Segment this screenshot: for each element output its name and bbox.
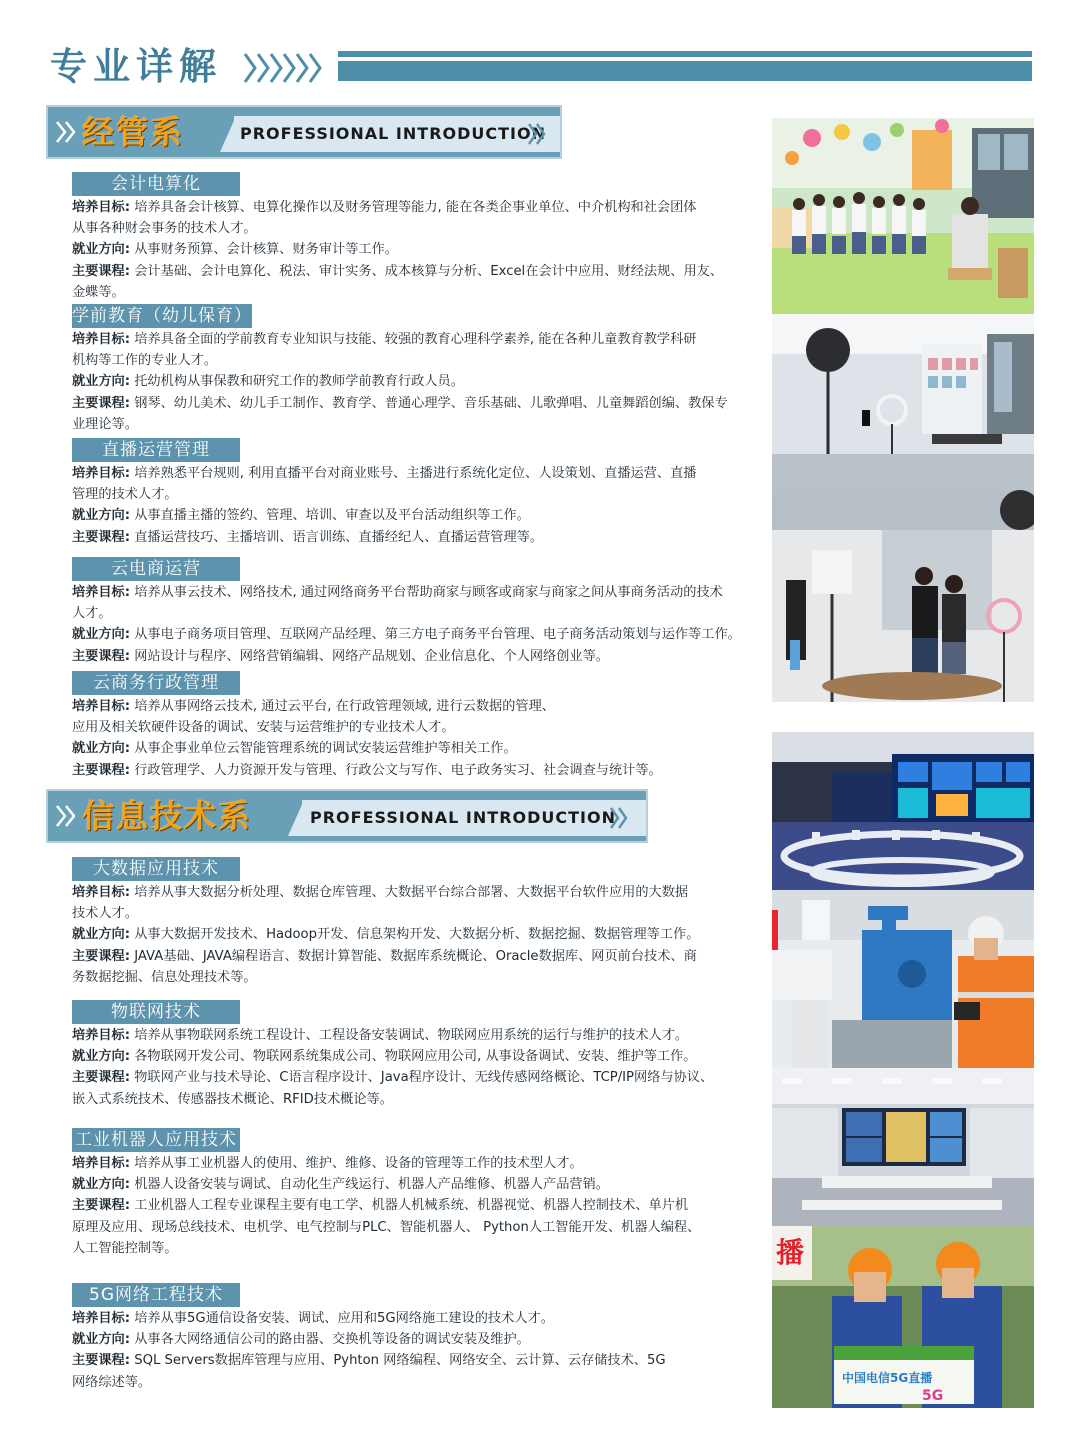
- section-cloud-ecommerce: [72, 557, 762, 667]
- text-line: 嵌入式系统技术、传感器技术概论、RFID技术概论等。: [72, 1091, 393, 1107]
- section-tag: 云电商运营: [72, 557, 240, 581]
- section-preschool: [72, 304, 762, 435]
- text-line: 业理论等。: [72, 416, 138, 432]
- text-line: 主要课程: 物联网产业与技术导论、C语言程序设计、Java程序设计、无线传感网络概论、TCP/IP网络与协议、: [72, 1070, 714, 1086]
- text-line: 主要课程: 行政管理学、人力资源开发与管理、行政公文与写作、电子政务实习、社会调查与统计等。: [72, 762, 662, 778]
- section-live-streaming: [72, 438, 762, 548]
- text-line: 就业方向: 从事大数据开发技术、Hadoop开发、信息架构开发、大数据分析、数据挖掘、数据管理等工作。: [72, 927, 700, 943]
- text-line: 主要课程: JAVA基础、JAVA编程语言、数据计算智能、数据库系统概论、Oracle数据库、网页前台技术、商: [72, 948, 697, 964]
- double-chevron-icon: [243, 48, 333, 88]
- text-line: 培养目标: 培养从事物联网系统工程设计、工程设备安装调试、物联网应用系统的运行与维护的技术人才。: [72, 1028, 689, 1043]
- text-line: 务数据挖掘、信息处理技术等。: [72, 969, 257, 985]
- photo-industrial-robot: [772, 890, 1034, 1068]
- text-line: 就业方向: 从事直播主播的签约、管理、培训、审查以及平台活动组织等工作。: [72, 508, 530, 524]
- text-line: 培养目标: 培养从事网络云技术, 通过云平台, 在行政管理领域, 进行云数据的管理、: [72, 699, 555, 714]
- box-text-5g: 5G: [922, 1388, 944, 1404]
- section-tag: 大数据应用技术: [72, 857, 240, 881]
- section-industrial-robot: [72, 1128, 762, 1259]
- text-line: 就业方向: 从事电子商务项目管理、互联网产品经理、第三方电子商务平台管理、电子商务活动策划与运作等工作。: [72, 627, 741, 643]
- text-line: 人工智能控制等。: [72, 1240, 178, 1256]
- text-line: 就业方向: 从事财务预算、会计核算、财务审计等工作。: [72, 242, 398, 258]
- text-line: 从事各种财会事务的技术人才。: [72, 221, 257, 237]
- text-line: 主要课程: 直播运营技巧、主播培训、语言训练、直播经纪人、直播运营管理等。: [72, 529, 544, 545]
- text-line: 网络综述等。: [72, 1374, 152, 1390]
- text-line: 主要课程: 会计基础、会计电算化、税法、审计实务、成本核算与分析、Excel在会计中应用、财经法规、用友、: [72, 263, 724, 279]
- text-line: 培养目标: 培养从事工业机器人的使用、维护、维修、设备的管理等工作的技术型人才。: [72, 1156, 583, 1171]
- dept-subtitle: PROFESSIONAL INTRODUCTION: [240, 124, 546, 143]
- text-line: 培养目标: 培养从事云技术、网络技术, 通过网络商务平台帮助商家与顾客或商家与商家之间从事商务活动的技术: [72, 585, 723, 600]
- wall-text: 播: [776, 1236, 805, 1269]
- text-line: 机构等工作的专业人才。: [72, 353, 218, 369]
- photo-live-studio: [772, 314, 1034, 490]
- title-bar-thick: [338, 61, 1032, 81]
- section-accounting: [72, 172, 762, 303]
- photo-kindergarten-class: [772, 118, 1034, 314]
- section-tag: 5G网络工程技术: [72, 1283, 240, 1307]
- text-line: 主要课程: 工业机器人工程专业课程主要有电工学、机器人机械系统、机器视觉、机器人控制技术、单片机: [72, 1198, 689, 1214]
- dept-subtitle-plate: [234, 116, 560, 152]
- text-line: 主要课程: 钢琴、幼儿美术、幼儿手工制作、教育学、普通心理学、音乐基础、儿歌弹唱、儿童舞蹈创编、教保专: [72, 395, 728, 411]
- photo-control-room: [772, 732, 1034, 890]
- section-5g: [72, 1283, 762, 1393]
- chevron-right-icon: [526, 120, 550, 148]
- chevron-right-icon: [54, 118, 80, 146]
- title-bar-thin: [338, 51, 1032, 57]
- text-line: 主要课程: SQL Servers数据库管理与应用、Pyhton 网络编程、网络安全、云计算、云存储技术、5G: [72, 1353, 666, 1369]
- dept-banner-management: [46, 105, 562, 159]
- text-line: 人才。: [72, 606, 112, 622]
- section-iot: [72, 1000, 762, 1110]
- dept-name: 经管系: [82, 113, 185, 151]
- text-line: 就业方向: 托幼机构从事保教和研究工作的教师学前教育行政人员。: [72, 374, 464, 390]
- section-tag: 工业机器人应用技术: [72, 1128, 240, 1152]
- section-tag: 云商务行政管理: [72, 671, 240, 695]
- text-line: 就业方向: 机器人设备安装与调试、自动化生产线运行、机器人产品维修、机器人产品营销。: [72, 1177, 609, 1193]
- section-big-data: [72, 857, 762, 988]
- dept-subtitle: PROFESSIONAL INTRODUCTION: [310, 808, 616, 827]
- dept-banner-it: [46, 789, 648, 843]
- text-line: 培养目标: 培养从事大数据分析处理、数据仓库管理、大数据平台综合部署、大数据平台软件应用的大数据: [72, 885, 689, 900]
- text-line: 金蝶等。: [72, 284, 125, 300]
- text-line: 技术人才。: [72, 906, 138, 922]
- text-line: 应用及相关软硬件设备的调试、安装与运营维护的专业技术人才。: [72, 720, 455, 736]
- chevron-right-icon: [54, 802, 80, 830]
- section-tag: 直播运营管理: [72, 438, 240, 462]
- text-line: 原理及应用、现场总线技术、电机学、电气控制与PLC、智能机器人、 Python人工智能开发、机器人编程、: [72, 1219, 701, 1235]
- section-tag: 物联网技术: [72, 1000, 240, 1024]
- text-line: 培养目标: 培养从事5G通信设备安装、调试、应用和5G网络施工建设的技术人才。: [72, 1311, 554, 1326]
- box-text: 中国电信5G直播: [842, 1371, 933, 1385]
- text-line: 管理的技术人才。: [72, 487, 178, 503]
- section-cloud-admin: [72, 671, 762, 781]
- text-line: 培养目标: 培养熟悉平台规则, 利用直播平台对商业账号、主播进行系统化定位、人设策划、直播运营、直播: [72, 466, 697, 481]
- section-tag: 会计电算化: [72, 172, 240, 196]
- section-tag: 学前教育（幼儿保育）: [72, 306, 252, 326]
- text-line: 主要课程: 网站设计与程序、网络营销编辑、网络产品规划、企业信息化、个人网络创业等。: [72, 648, 609, 664]
- dept-name: 信息技术系: [82, 797, 253, 835]
- chevron-right-icon: [608, 804, 632, 832]
- text-line: 就业方向: 各物联网开发公司、物联网系统集成公司、物联网应用公司, 从事设备调试、安装、维护等工作。: [72, 1049, 697, 1065]
- dept-subtitle-plate: [302, 800, 646, 836]
- photo-photo-studio: [772, 490, 1034, 702]
- photo-5g-workers: [772, 1226, 1034, 1408]
- text-line: 培养目标: 培养具备会计核算、电算化操作以及财务管理等能力, 能在各类企事业单位、中介机构和社会团体: [72, 200, 697, 215]
- text-line: 就业方向: 从事各大网络通信公司的路由器、交换机等设备的调试安装及维护。: [72, 1332, 530, 1348]
- page-title: 专业详解: [50, 45, 222, 88]
- photo-monitoring-center: [772, 1068, 1034, 1226]
- text-line: 培养目标: 培养具备全面的学前教育专业知识与技能、较强的教育心理科学素养, 能在各种儿童教育教学科研: [72, 332, 697, 347]
- text-line: 就业方向: 从事企事业单位云智能管理系统的调试安装运营维护等相关工作。: [72, 741, 517, 757]
